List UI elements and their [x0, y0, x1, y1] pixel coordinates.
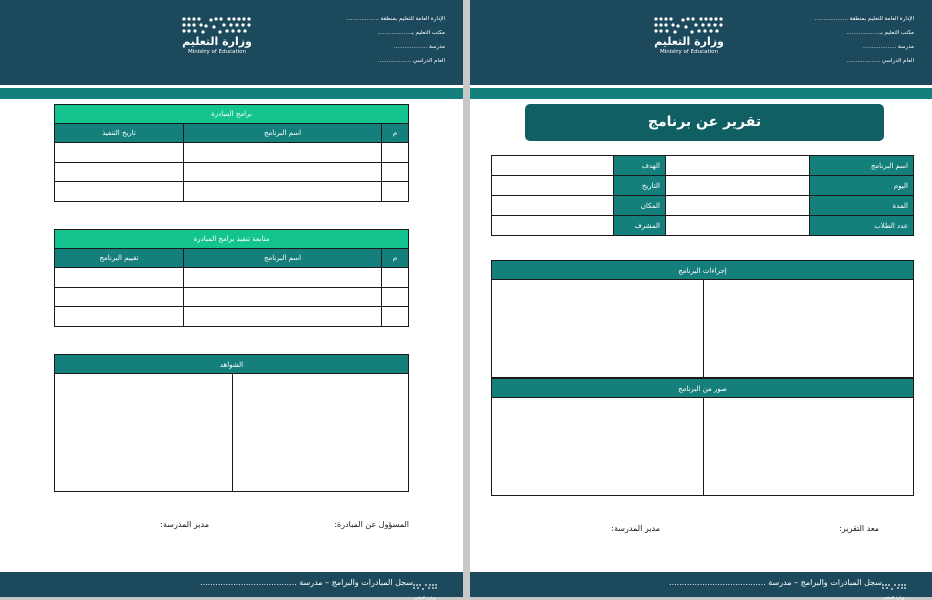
table-row: [492, 156, 914, 176]
responsible-signature: المسؤول عن المبادرة:: [334, 520, 409, 529]
principal-signature: مدير المدرسة:: [611, 524, 660, 533]
table-cell[interactable]: [55, 162, 184, 182]
table-cell[interactable]: [184, 307, 382, 327]
table-cell[interactable]: [382, 287, 409, 307]
table-cell[interactable]: [184, 287, 382, 307]
place-value[interactable]: [492, 196, 614, 216]
footer-logo-dots-icon: [412, 583, 438, 591]
col-program-name: اسم البرنامج: [184, 124, 382, 143]
logo-dots-icon: [653, 16, 725, 36]
followup-table: [54, 248, 409, 327]
logo-arabic-text: وزارة التعليم: [654, 35, 724, 48]
table-row: [492, 216, 914, 236]
place-label: المكان: [614, 196, 666, 216]
principal-signature: مدير المدرسة:: [160, 520, 209, 529]
program-name-label: اسم البرنامج: [810, 156, 914, 176]
goal-label: الهدف: [614, 156, 666, 176]
preparer-signature: معد التقرير:: [839, 524, 879, 533]
header-line-school: مدرسة ...................: [862, 44, 914, 50]
table-row: [492, 196, 914, 216]
col-number: م: [382, 249, 409, 268]
report-title: تقرير عن برنامج: [525, 104, 884, 141]
table-cell[interactable]: [382, 268, 409, 288]
goal-value[interactable]: [492, 156, 614, 176]
footer-logo-text: وزارة التعليم: [414, 595, 436, 600]
col-program-evaluation: تقييم البرنامج: [55, 249, 184, 268]
initiatives-table-title: برامج المبادرة: [54, 104, 409, 123]
footer-logo: [411, 576, 439, 600]
photos-title: صور من البرنامج: [491, 378, 914, 398]
page-right: [470, 0, 932, 600]
table-row: [55, 182, 409, 202]
table-row: [55, 162, 409, 182]
footer-logo-dots-icon: [881, 583, 907, 591]
col-program-name: اسم البرنامج: [184, 249, 382, 268]
supervisor-value[interactable]: [492, 216, 614, 236]
duration-label: المدة: [810, 196, 914, 216]
table-cell[interactable]: [55, 268, 184, 288]
table-row: [55, 268, 409, 288]
table-row: [55, 143, 409, 163]
header-line-office: مكتب التعليم بـ...................: [846, 30, 914, 36]
footer-text: سجل المبادرات والبرامج – مدرسة ......................................: [669, 578, 882, 587]
procedures-box[interactable]: [491, 280, 914, 378]
page-left: [0, 0, 463, 600]
table-cell[interactable]: [382, 307, 409, 327]
ministry-logo: [652, 16, 726, 56]
program-name-value[interactable]: [666, 156, 810, 176]
procedures-title: إجراءات البرنامج: [491, 260, 914, 280]
logo-english-text: Ministry of Education: [659, 49, 718, 55]
evidence-box[interactable]: [54, 374, 409, 492]
table-row: [492, 176, 914, 196]
students-value[interactable]: [666, 216, 810, 236]
header-line-school: مدرسة ...................: [393, 44, 445, 50]
photos-divider: [703, 398, 704, 495]
page-header: [0, 0, 463, 85]
header-band: [0, 88, 463, 99]
students-label: عدد الطلاب: [810, 216, 914, 236]
col-execution-date: تاريخ التنفيذ: [55, 124, 184, 143]
date-value[interactable]: [492, 176, 614, 196]
initiatives-table: [54, 123, 409, 202]
header-line-office: مكتب التعليم بـ...................: [377, 30, 445, 36]
table-cell[interactable]: [382, 143, 409, 163]
table-row: [55, 287, 409, 307]
table-header-row: [55, 124, 409, 143]
logo-dots-icon: [181, 16, 253, 36]
footer-text: سجل المبادرات والبرامج – مدرسة ......................................: [200, 578, 413, 587]
header-info: [346, 12, 445, 68]
table-cell[interactable]: [55, 182, 184, 202]
table-cell[interactable]: [382, 162, 409, 182]
page-footer: [0, 572, 463, 600]
table-header-row: [55, 249, 409, 268]
header-band: [470, 88, 932, 99]
table-cell[interactable]: [184, 268, 382, 288]
header-line-year: العام الدراسي ...................: [377, 58, 445, 64]
header-line-region: الإدارة العامة للتعليم بمنطقة ...................: [345, 16, 445, 22]
day-label: اليوم: [810, 176, 914, 196]
followup-table-title: متابعة تنفيذ برامج المبادرة: [54, 229, 409, 248]
table-row: [55, 307, 409, 327]
date-label: التاريخ: [614, 176, 666, 196]
footer-logo-text: وزارة التعليم: [883, 595, 905, 600]
evidence-divider: [232, 374, 233, 491]
table-cell[interactable]: [55, 143, 184, 163]
logo-english-text: Ministry of Education: [187, 49, 246, 55]
table-cell[interactable]: [184, 162, 382, 182]
header-line-year: العام الدراسي ...................: [846, 58, 914, 64]
procedures-divider: [703, 280, 704, 377]
program-info-table: [491, 155, 914, 236]
evidence-title: الشواهد: [54, 354, 409, 374]
table-cell[interactable]: [382, 182, 409, 202]
photos-box[interactable]: [491, 398, 914, 496]
ministry-logo: [180, 16, 254, 56]
table-cell[interactable]: [184, 182, 382, 202]
col-number: م: [382, 124, 409, 143]
supervisor-label: المشرف: [614, 216, 666, 236]
footer-logo: [880, 576, 908, 600]
table-cell[interactable]: [55, 287, 184, 307]
day-value[interactable]: [666, 176, 810, 196]
table-cell[interactable]: [184, 143, 382, 163]
duration-value[interactable]: [666, 196, 810, 216]
header-line-region: الإدارة العامة للتعليم بمنطقة ...................: [814, 16, 914, 22]
header-info: [815, 12, 914, 68]
table-cell[interactable]: [55, 307, 184, 327]
logo-arabic-text: وزارة التعليم: [182, 35, 252, 48]
page-footer: [470, 572, 932, 600]
page-header: [470, 0, 932, 85]
